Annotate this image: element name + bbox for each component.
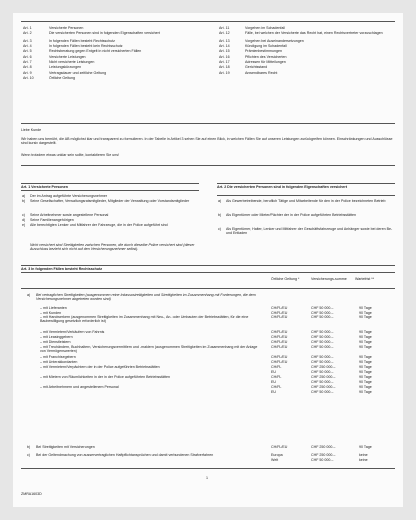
- art2-item-text: Als Eigentümer oder Mieter/Pächter der in der Police aufgeführten Betriebsstätten: [226, 213, 357, 217]
- row-geltung: CH/FL/EU: [271, 345, 288, 349]
- toc-art-number: Art. 17: [219, 60, 230, 64]
- toc-entry: [23, 76, 198, 84]
- row-wartefrist: 90 Tage: [359, 390, 372, 394]
- art3-b-geltung: CH/FL/EU: [271, 445, 288, 449]
- row-summe: CHF 250 000.–: [311, 375, 336, 379]
- row-summe: CHF 50 000.–: [311, 360, 334, 364]
- row-geltung: CH/FL/EU: [271, 315, 288, 319]
- art3-top-rule: [21, 265, 395, 266]
- art1-item-text: Seine Arbeitnehmer sowie angestellene Personal: [30, 213, 109, 217]
- row-summe: CHF 50 000.–: [311, 380, 334, 384]
- art3-heading-rule: [21, 272, 395, 273]
- art1-item-text: Alle berechtigten Lenker und Mitfahrer der Fahrzeuge, die in der Police aufgeführt sind: [30, 223, 168, 227]
- row-summe: CHF 50 000.–: [311, 330, 334, 334]
- page-number: 1: [206, 476, 208, 480]
- toc-label: Fälle, bei welchen der Versicherte das Recht hat, einen Rechtsvertreter vorzuschlagen: [245, 31, 383, 35]
- toc-art-number: Art. 13: [219, 39, 230, 43]
- row-summe: CHF 50 000.–: [311, 311, 334, 315]
- art3-b-wartefrist: 90 Tage: [359, 445, 372, 449]
- toc-art-number: Art. 11: [219, 26, 230, 30]
- toc-art-number: Art. 2: [23, 31, 32, 35]
- art1-item-text: Der im Antrag aufgeführte Versicherungsnehmer: [30, 194, 108, 198]
- toc-art-number: Art. 12: [219, 31, 230, 35]
- row-wartefrist: keine: [359, 453, 368, 457]
- toc-label: Die versicherten Personen sind in folgenden Eigenschaften versichert: [49, 31, 160, 35]
- rule-after-intro: [21, 165, 395, 166]
- row-wartefrist: 90 Tage: [359, 370, 372, 374]
- row-wartefrist: 90 Tage: [359, 311, 372, 315]
- row-geltung: Welt: [271, 458, 279, 462]
- row-wartefrist: 90 Tage: [359, 345, 372, 349]
- toc-label: Vertragsdauer und zeitliche Geltung: [49, 71, 107, 75]
- toc-art-number: Art. 3: [23, 39, 32, 43]
- row-summe: CHF 50 000.–: [311, 340, 334, 344]
- row-summe: CHF 50 000.–: [311, 306, 334, 310]
- row-geltung: EU: [271, 380, 276, 384]
- toc-art-number: Art. 15: [219, 49, 230, 53]
- toc-art-number: Art. 9: [23, 71, 32, 75]
- row-wartefrist: 90 Tage: [359, 335, 372, 339]
- col-wartefrist-header: Wartefrist **: [355, 277, 375, 281]
- row-summe: CHF 50 000.–: [311, 335, 334, 339]
- art1-item-letter: a): [22, 194, 26, 198]
- row-label: – mit Franchisegebern: [40, 355, 76, 359]
- art3-bottom-rule: [21, 468, 395, 469]
- toc-label: Vorgehen im Schadenfall: [245, 26, 285, 30]
- row-geltung: CH/FL/EU: [271, 360, 288, 364]
- toc-label: Versicherte Personen: [49, 26, 84, 30]
- art2-heading: Art. 2 Die versicherten Personen sind in folgenden Eigenschaften versichert: [217, 185, 348, 189]
- row-wartefrist: 90 Tage: [359, 360, 372, 364]
- art1-item-letter: c): [22, 213, 25, 217]
- toc-label: Nicht versicherte Leistungen: [49, 60, 95, 64]
- toc-art-number: Art. 7: [23, 60, 32, 64]
- intro-closing: Wenn trotzdem etwas unklar sein sollte, kontaktieren Sie uns!: [21, 153, 120, 157]
- art3-c-letter: c): [27, 453, 30, 457]
- row-summe: CHF 50 000.–: [311, 390, 334, 394]
- row-wartefrist: 90 Tage: [359, 340, 372, 344]
- row-wartefrist: 90 Tage: [359, 365, 372, 369]
- toc-art-number: Art. 14: [219, 44, 230, 48]
- art2-item-text: Als Gewerbetreibende, beruflich Tätige und Mitarbeitende für den in der Police bezeichneten Betrieb: [226, 199, 386, 203]
- toc-art-number: Art. 10: [23, 76, 34, 80]
- toc-art-number: Art. 16: [219, 55, 230, 59]
- row-wartefrist: 90 Tage: [359, 306, 372, 310]
- row-geltung: EU: [271, 370, 276, 374]
- table-row: [13, 390, 403, 395]
- row-summe: CHF 50 000.–: [311, 355, 334, 359]
- toc-art-number: Art. 8: [23, 65, 32, 69]
- art1-item-text: Seine Familienangehörigen: [30, 218, 74, 222]
- row-summe: CHF 250 000.–: [311, 365, 336, 369]
- art3-b-summe: CHF 250 000.–: [311, 445, 336, 449]
- toc-label: Pflichten des Versicherten: [245, 55, 287, 59]
- art3-table-top-rule: [21, 288, 395, 289]
- toc-label: Adressen für Mitteilungen: [245, 60, 286, 64]
- toc-label: Vorgehen bei Auseinandersetzungen: [245, 39, 304, 43]
- row-wartefrist: keine: [359, 458, 368, 462]
- row-wartefrist: 90 Tage: [359, 375, 372, 379]
- row-label: – mit Treuhändern, Buchhaltern, Versicherungsvermittlern und -maklern (ausgenommen Streitigkeiten im Zusammenhang mit der Anlage von Vermögenswerten): [40, 345, 258, 354]
- row-summe: CHF 250 000.–: [311, 385, 336, 389]
- row-geltung: EU: [271, 390, 276, 394]
- toc-label: Rechtsberatung gegen Entgelt in nicht versicherten Fällen: [49, 49, 142, 53]
- toc-label: Kündigung im Schadenfall: [245, 44, 287, 48]
- art1-heading: Art. 1 Versicherte Personen: [21, 185, 68, 189]
- intro-body: Wir haben uns bemüht, die AB möglichst klar und transparent zu formulieren. In der Tabelle in Artikel 3 sehen Sie auf einen Blick, in welchen Fällen Sie auf unseren Leistungen zurückgreifen können. Einschränkungen und Ausschlüsse sind kursiv dargestellt.: [21, 137, 393, 146]
- toc-art-number: Art. 1: [23, 26, 32, 30]
- row-label: – mit Vermietern/Verpächtern der in der Police aufgeführten Betriebsstätten: [40, 365, 160, 369]
- row-label: – mit Unterakkordanten: [40, 360, 78, 364]
- row-summe: CHF 50 000.–: [311, 370, 334, 374]
- art2-item-letter: a): [218, 199, 222, 203]
- row-wartefrist: 90 Tage: [359, 380, 372, 384]
- row-geltung: CH/FL: [271, 385, 282, 389]
- art3-c-text: Bei der Geltendmachung von ausservertraglichen Haftpflichtansprüchen und damit verbundenen Strafverfahren: [36, 453, 214, 457]
- toc-entry: [219, 31, 394, 39]
- toc-label: Anwendbares Recht: [245, 71, 278, 75]
- row-label: – mit Vermietern/Verkäufern von Fahrnis: [40, 330, 105, 334]
- toc-label: Prämienbestimmungen: [245, 49, 282, 53]
- row-wartefrist: 90 Tage: [359, 315, 372, 319]
- art3-heading: Art. 3 In folgenden Fällen besteht Rechtsschutz: [21, 267, 103, 271]
- row-label: – mit Dienstleistern: [40, 340, 71, 344]
- toc-art-number: Art. 19: [219, 71, 230, 75]
- row-geltung: CH/FL: [271, 365, 282, 369]
- row-geltung: CH/FL/EU: [271, 340, 288, 344]
- document-code: ZMRA1603D: [21, 492, 42, 496]
- art1-item-text: Seine Gesellschafter, Verwaltungsratsmitglieder, Mitglieder der Verwaltung oder Vorstandsmitglieder: [30, 199, 190, 203]
- art1-note: Nicht versichert sind Streitigkeiten zwischen Personen, die durch dieselbe Police versichert sind (dieser Ausschluss bezieht sich nicht auf den Versicherungsnehmer selbst).: [30, 243, 195, 252]
- toc-entry: [219, 71, 394, 79]
- row-geltung: Europa: [271, 453, 283, 457]
- art3-b-text: Bei Streitigkeiten mit Versicherungen: [36, 445, 95, 449]
- row-geltung: CH/FL: [271, 375, 282, 379]
- row-summe: CHF 50 000.–: [311, 315, 334, 319]
- row-label: – mit Arbeitnehmern und angestellenem Personal: [40, 385, 119, 389]
- art1-item-letter: e): [22, 223, 26, 227]
- table-row: [13, 458, 403, 463]
- row-summe: CHF 50 000.–: [311, 458, 334, 462]
- rule-after-toc: [21, 123, 395, 124]
- row-summe: CHF 50 000.–: [311, 345, 334, 349]
- art1-heading-rule: [21, 190, 199, 191]
- row-label: – mit Leasinggebern: [40, 335, 73, 339]
- row-label: – mit Lieferanten: [40, 306, 67, 310]
- toc-art-number: Art. 6: [23, 55, 32, 59]
- art3-b-row: [13, 445, 403, 450]
- row-geltung: CH/FL/EU: [271, 306, 288, 310]
- art1-item-letter: b): [22, 199, 26, 203]
- art1-item-letter: d): [22, 218, 26, 222]
- document-page: [13, 13, 403, 507]
- row-label: – mit Kunden: [40, 311, 62, 315]
- row-wartefrist: 90 Tage: [359, 330, 372, 334]
- toc-label: In folgenden Fällen besteht kein Rechtsschutz: [49, 44, 123, 48]
- toc-art-number: Art. 5: [23, 49, 32, 53]
- table-row: [13, 315, 403, 324]
- art1-top-rule: [21, 183, 199, 184]
- toc-art-number: Art. 4: [23, 44, 32, 48]
- art2-item-letter: b): [218, 213, 222, 217]
- toc-label: Gerichtsstand: [245, 65, 268, 69]
- toc-label: Leistungskürzungen: [49, 65, 82, 69]
- row-label: – mit Handwerkern (ausgenommen Streitigkeiten im Zusammenhang mit Neu-, An- oder Umbauten der Betriebsstätten, für die eine Baubewilligung gesetzlich erforderlich ist): [40, 315, 249, 324]
- art3-b-letter: b): [27, 445, 31, 449]
- top-rule: [21, 21, 395, 22]
- row-wartefrist: 90 Tage: [359, 385, 372, 389]
- toc-entry: [23, 31, 198, 39]
- art2-item-text: Als Eigentümer, Halter, Lenker und Mitfahrer der Geschäftsfahrzeuge und Anhänger sowie bei deren Be- und Entladen: [226, 227, 393, 236]
- art2-item-letter: c): [218, 227, 221, 231]
- row-label: – mit Mietern von Räumlichkeiten in der in der Police aufgeführten Betriebsstätten: [40, 375, 171, 379]
- row-summe: CHF 250 000.–: [311, 453, 336, 457]
- toc-label: Örtliche Geltung: [49, 76, 75, 80]
- intro-greeting: Liebe Kunde: [21, 128, 42, 132]
- row-wartefrist: 90 Tage: [359, 355, 372, 359]
- row-geltung: CH/FL/EU: [271, 335, 288, 339]
- toc-label: Versicherte Leistungen: [49, 55, 86, 59]
- row-geltung: CH/FL/EU: [271, 355, 288, 359]
- col-geltung-header: Örtliche Geltung *: [271, 277, 300, 281]
- toc-art-number: Art. 18: [219, 65, 230, 69]
- art2-heading-rule: [217, 195, 395, 196]
- col-summe-header: Versicherungs-summe: [311, 277, 347, 281]
- art2-top-rule: [217, 183, 395, 184]
- row-geltung: CH/FL/EU: [271, 330, 288, 334]
- art3-a-text: Bei vertraglichen Streitigkeiten (ausgenommen reine Inkassostreitigkeiten und Streitigkeiten im Zusammenhang mit Forderungen, die dem Versicherungsnehmer abgetreten worden sind): [36, 293, 256, 302]
- row-geltung: CH/FL/EU: [271, 311, 288, 315]
- table-row: [13, 345, 403, 354]
- art3-a-letter: a): [27, 293, 31, 297]
- toc-label: In folgenden Fällen besteht Rechtsschutz: [49, 39, 115, 43]
